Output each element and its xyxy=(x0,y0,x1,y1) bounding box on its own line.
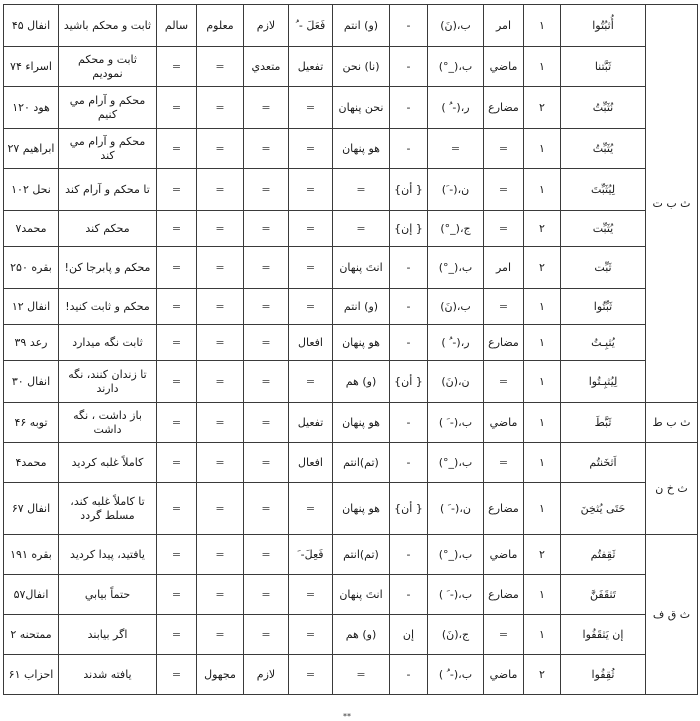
transitivity-cell: = xyxy=(244,87,289,129)
sign-cell: ب،(نَ) xyxy=(428,5,484,47)
pattern-cell: = xyxy=(289,575,333,615)
pattern-cell: = xyxy=(289,169,333,211)
transitivity-cell: لازم xyxy=(244,655,289,695)
root-cell: ث ق ف xyxy=(646,535,698,695)
table-row xyxy=(4,325,698,361)
word-cell: ثَقِفتُم xyxy=(561,535,646,575)
voice-cell: = xyxy=(197,247,244,289)
tense-cell: = xyxy=(484,289,524,325)
type-cell: = xyxy=(157,361,197,403)
voice-cell: = xyxy=(197,403,244,443)
transitivity-cell: = xyxy=(244,443,289,483)
voice-cell: = xyxy=(197,289,244,325)
meaning-cell: ثابت و محکم نموديم xyxy=(59,47,157,87)
table-row xyxy=(4,535,698,575)
meaning-cell: يافته شدند xyxy=(59,655,157,695)
count-cell: ١ xyxy=(524,483,561,535)
pattern-cell: = xyxy=(289,247,333,289)
table-row xyxy=(4,129,698,169)
subject-cell: هو پنهان xyxy=(333,483,390,535)
voice-cell: = xyxy=(197,211,244,247)
sign-cell: ر،(- ُ ) xyxy=(428,325,484,361)
table-row xyxy=(4,443,698,483)
type-cell: = xyxy=(157,247,197,289)
word-cell: أُثبُتُوا xyxy=(561,5,646,47)
subject-cell: = xyxy=(333,655,390,695)
particle-cell: - xyxy=(390,247,428,289)
particle-cell: - xyxy=(390,47,428,87)
sign-cell: ر،(- ُ ) xyxy=(428,87,484,129)
type-cell: = xyxy=(157,483,197,535)
pattern-cell: = xyxy=(289,483,333,535)
count-cell: ١ xyxy=(524,615,561,655)
subject-cell: (و) هم xyxy=(333,361,390,403)
pattern-cell: تفعيل xyxy=(289,47,333,87)
voice-cell: = xyxy=(197,87,244,129)
tense-cell: امر xyxy=(484,5,524,47)
count-cell: ٢ xyxy=(524,655,561,695)
count-cell: ١ xyxy=(524,47,561,87)
pattern-cell: افعال xyxy=(289,325,333,361)
subject-cell: انتَ پنهان xyxy=(333,247,390,289)
transitivity-cell: = xyxy=(244,325,289,361)
type-cell: = xyxy=(157,47,197,87)
count-cell: ٢ xyxy=(524,87,561,129)
word-cell: حَتَى يُثخِنَ xyxy=(561,483,646,535)
reference-cell: انفال ۴۵ xyxy=(4,5,59,47)
subject-cell: (و) انتم xyxy=(333,289,390,325)
count-cell: ٢ xyxy=(524,211,561,247)
table-row xyxy=(4,615,698,655)
voice-cell: = xyxy=(197,535,244,575)
subject-cell: نحن پنهان xyxy=(333,87,390,129)
meaning-cell: باز داشت ، نگه داشت xyxy=(59,403,157,443)
transitivity-cell: = xyxy=(244,129,289,169)
reference-cell: احزاب ۶۱ xyxy=(4,655,59,695)
voice-cell: = xyxy=(197,615,244,655)
subject-cell: (نا) نحن xyxy=(333,47,390,87)
type-cell: = xyxy=(157,535,197,575)
word-cell: ثُقِفُوا xyxy=(561,655,646,695)
reference-cell: رعد ۳۹ xyxy=(4,325,59,361)
count-cell: ١ xyxy=(524,443,561,483)
word-cell: يُثبِـتُ xyxy=(561,325,646,361)
pattern-cell: افعال xyxy=(289,443,333,483)
voice-cell: = xyxy=(197,575,244,615)
subject-cell: (و) انتم xyxy=(333,5,390,47)
subject-cell: (و) هم xyxy=(333,615,390,655)
tense-cell: = xyxy=(484,615,524,655)
subject-cell: = xyxy=(333,211,390,247)
word-cell: تَثقَفَنَّ xyxy=(561,575,646,615)
pattern-cell: = xyxy=(289,211,333,247)
tense-cell: امر xyxy=(484,247,524,289)
sign-cell: ج،(نَ) xyxy=(428,615,484,655)
reference-cell: بقره ۲۵۰ xyxy=(4,247,59,289)
word-cell: ثَبِّتُوا xyxy=(561,289,646,325)
transitivity-cell: = xyxy=(244,247,289,289)
particle-cell: - xyxy=(390,443,428,483)
meaning-cell: يافتيد، پيدا کرديد xyxy=(59,535,157,575)
table-row xyxy=(4,289,698,325)
subject-cell: هو پنهان xyxy=(333,129,390,169)
subject-cell: انتَ پنهان xyxy=(333,575,390,615)
count-cell: ١ xyxy=(524,403,561,443)
tense-cell: = xyxy=(484,129,524,169)
particle-cell: { أن} xyxy=(390,361,428,403)
type-cell: = xyxy=(157,211,197,247)
sign-cell: ن،(- َ ) xyxy=(428,483,484,535)
voice-cell: = xyxy=(197,47,244,87)
tense-cell: مضارع xyxy=(484,87,524,129)
table-row xyxy=(4,211,698,247)
subject-cell: هو پنهان xyxy=(333,403,390,443)
reference-cell: ابراهيم ۲۷ xyxy=(4,129,59,169)
meaning-cell: محکم و آرام مي کنيم xyxy=(59,87,157,129)
reference-cell: هود ۱۲۰ xyxy=(4,87,59,129)
reference-cell: انفال ۱۲ xyxy=(4,289,59,325)
tense-cell: = xyxy=(484,361,524,403)
voice-cell: = xyxy=(197,443,244,483)
root-cell: ث ب ت xyxy=(646,5,698,403)
word-cell: ثَبَّطَ xyxy=(561,403,646,443)
type-cell: = xyxy=(157,575,197,615)
count-cell: ١ xyxy=(524,169,561,211)
sign-cell: ج،(_°) xyxy=(428,211,484,247)
root-cell: ث خ ن xyxy=(646,443,698,535)
tense-cell: = xyxy=(484,211,524,247)
count-cell: ١ xyxy=(524,129,561,169)
subject-cell: (تم)انتم xyxy=(333,535,390,575)
meaning-cell: اگر بيابند xyxy=(59,615,157,655)
word-cell: نُثَبِّتُ xyxy=(561,87,646,129)
transitivity-cell: متعدي xyxy=(244,47,289,87)
pattern-cell: فَعِلَ- َ xyxy=(289,535,333,575)
pattern-cell: = xyxy=(289,129,333,169)
word-cell: يُثَبِّت xyxy=(561,211,646,247)
tense-cell: ماضي xyxy=(484,47,524,87)
voice-cell: = xyxy=(197,325,244,361)
type-cell: = xyxy=(157,289,197,325)
sign-cell: ب،(نَ) xyxy=(428,289,484,325)
sign-cell: = xyxy=(428,129,484,169)
sign-cell: ن،(نَ) xyxy=(428,361,484,403)
sign-cell: ب،(_°) xyxy=(428,443,484,483)
meaning-cell: تا محکم و آرام کند xyxy=(59,169,157,211)
table-row xyxy=(4,361,698,403)
table-row xyxy=(4,47,698,87)
voice-cell: = xyxy=(197,361,244,403)
table-row xyxy=(4,403,698,443)
meaning-cell: محکم و آرام مي کند xyxy=(59,129,157,169)
word-cell: اَثخَنتُم xyxy=(561,443,646,483)
particle-cell: - xyxy=(390,655,428,695)
type-cell: = xyxy=(157,325,197,361)
table-row xyxy=(4,5,698,47)
type-cell: = xyxy=(157,87,197,129)
word-cell: لِيُثَبِّتَ xyxy=(561,169,646,211)
reference-cell: اسراء ۷۴ xyxy=(4,47,59,87)
voice-cell: مجهول xyxy=(197,655,244,695)
particle-cell: - xyxy=(390,129,428,169)
table-row xyxy=(4,87,698,129)
particle-cell: - xyxy=(390,575,428,615)
voice-cell: = xyxy=(197,483,244,535)
particle-cell: { أن} xyxy=(390,483,428,535)
count-cell: ١ xyxy=(524,5,561,47)
table-row xyxy=(4,247,698,289)
tense-cell: مضارع xyxy=(484,325,524,361)
count-cell: ١ xyxy=(524,575,561,615)
pattern-cell: = xyxy=(289,361,333,403)
tense-cell: = xyxy=(484,169,524,211)
word-cell: ثَبَّتنا xyxy=(561,47,646,87)
tense-cell: ماضي xyxy=(484,403,524,443)
reference-cell: انفال ۳۰ xyxy=(4,361,59,403)
voice-cell: معلوم xyxy=(197,5,244,47)
meaning-cell: حتماً بيابي xyxy=(59,575,157,615)
type-cell: = xyxy=(157,443,197,483)
table-row xyxy=(4,483,698,535)
reference-cell: انفال ۶۷ xyxy=(4,483,59,535)
sign-cell: ب،(_°) xyxy=(428,47,484,87)
subject-cell: هو پنهان xyxy=(333,325,390,361)
transitivity-cell: لازم xyxy=(244,5,289,47)
sign-cell: ب،(- َ ) xyxy=(428,403,484,443)
count-cell: ١ xyxy=(524,361,561,403)
pattern-cell: تفعيل xyxy=(289,403,333,443)
transitivity-cell: = xyxy=(244,289,289,325)
transitivity-cell: = xyxy=(244,403,289,443)
voice-cell: = xyxy=(197,129,244,169)
transitivity-cell: = xyxy=(244,361,289,403)
tense-cell: مضارع xyxy=(484,575,524,615)
transitivity-cell: = xyxy=(244,615,289,655)
subject-cell: = xyxy=(333,169,390,211)
meaning-cell: تا کاملاً غلبه کند، مسلط گردد xyxy=(59,483,157,535)
word-cell: لِيُثبِـتُوا xyxy=(561,361,646,403)
particle-cell: إن xyxy=(390,615,428,655)
transitivity-cell: = xyxy=(244,535,289,575)
pattern-cell: = xyxy=(289,615,333,655)
pattern-cell: = xyxy=(289,289,333,325)
reference-cell: محمد۴ xyxy=(4,443,59,483)
table-row xyxy=(4,655,698,695)
meaning-cell: محکم و پابرجا کن! xyxy=(59,247,157,289)
footnote-mark: ** xyxy=(343,712,351,721)
count-cell: ١ xyxy=(524,325,561,361)
particle-cell: - xyxy=(390,325,428,361)
tense-cell: ماضي xyxy=(484,535,524,575)
particle-cell: - xyxy=(390,289,428,325)
pattern-cell: فَعَلَ - ُ xyxy=(289,5,333,47)
sign-cell: ب،(_°) xyxy=(428,535,484,575)
root-cell: ث ب ط xyxy=(646,403,698,443)
count-cell: ٢ xyxy=(524,247,561,289)
tense-cell: ماضي xyxy=(484,655,524,695)
transitivity-cell: = xyxy=(244,483,289,535)
type-cell: سالم xyxy=(157,5,197,47)
type-cell: = xyxy=(157,129,197,169)
count-cell: ٢ xyxy=(524,535,561,575)
reference-cell: انفال۵۷ xyxy=(4,575,59,615)
reference-cell: محمد۷ xyxy=(4,211,59,247)
word-cell: إن يَثقَفُوا xyxy=(561,615,646,655)
type-cell: = xyxy=(157,615,197,655)
transitivity-cell: = xyxy=(244,575,289,615)
transitivity-cell: = xyxy=(244,211,289,247)
sign-cell: ن،(- َ) xyxy=(428,169,484,211)
word-cell: ثَبِّت xyxy=(561,247,646,289)
particle-cell: { أن} xyxy=(390,169,428,211)
pattern-cell: = xyxy=(289,87,333,129)
type-cell: = xyxy=(157,403,197,443)
verb-analysis-table xyxy=(3,4,698,695)
particle-cell: - xyxy=(390,87,428,129)
tense-cell: مضارع xyxy=(484,483,524,535)
particle-cell: - xyxy=(390,403,428,443)
transitivity-cell: = xyxy=(244,169,289,211)
type-cell: = xyxy=(157,169,197,211)
reference-cell: ممتحنه ۲ xyxy=(4,615,59,655)
meaning-cell: ثابت نگه ميدارد xyxy=(59,325,157,361)
tense-cell: = xyxy=(484,443,524,483)
word-cell: يُثَبِّتُ xyxy=(561,129,646,169)
meaning-cell: محکم کند xyxy=(59,211,157,247)
type-cell: = xyxy=(157,655,197,695)
meaning-cell: تا زندان کنند، نگه دارند xyxy=(59,361,157,403)
particle-cell: - xyxy=(390,5,428,47)
reference-cell: نحل ۱۰۲ xyxy=(4,169,59,211)
reference-cell: توبه ۴۶ xyxy=(4,403,59,443)
sign-cell: ب،(- ُ ) xyxy=(428,655,484,695)
meaning-cell: کاملاً غلبه کرديد xyxy=(59,443,157,483)
meaning-cell: ثابت و محکم باشيد xyxy=(59,5,157,47)
table-row xyxy=(4,169,698,211)
sign-cell: ب،(_°) xyxy=(428,247,484,289)
sign-cell: ب،(- َ ) xyxy=(428,575,484,615)
table-row xyxy=(4,575,698,615)
subject-cell: (تم)انتم xyxy=(333,443,390,483)
reference-cell: بقره ۱۹۱ xyxy=(4,535,59,575)
voice-cell: = xyxy=(197,169,244,211)
particle-cell: { إن} xyxy=(390,211,428,247)
particle-cell: - xyxy=(390,535,428,575)
meaning-cell: محکم و ثابت کنيد! xyxy=(59,289,157,325)
count-cell: ١ xyxy=(524,289,561,325)
pattern-cell: = xyxy=(289,655,333,695)
